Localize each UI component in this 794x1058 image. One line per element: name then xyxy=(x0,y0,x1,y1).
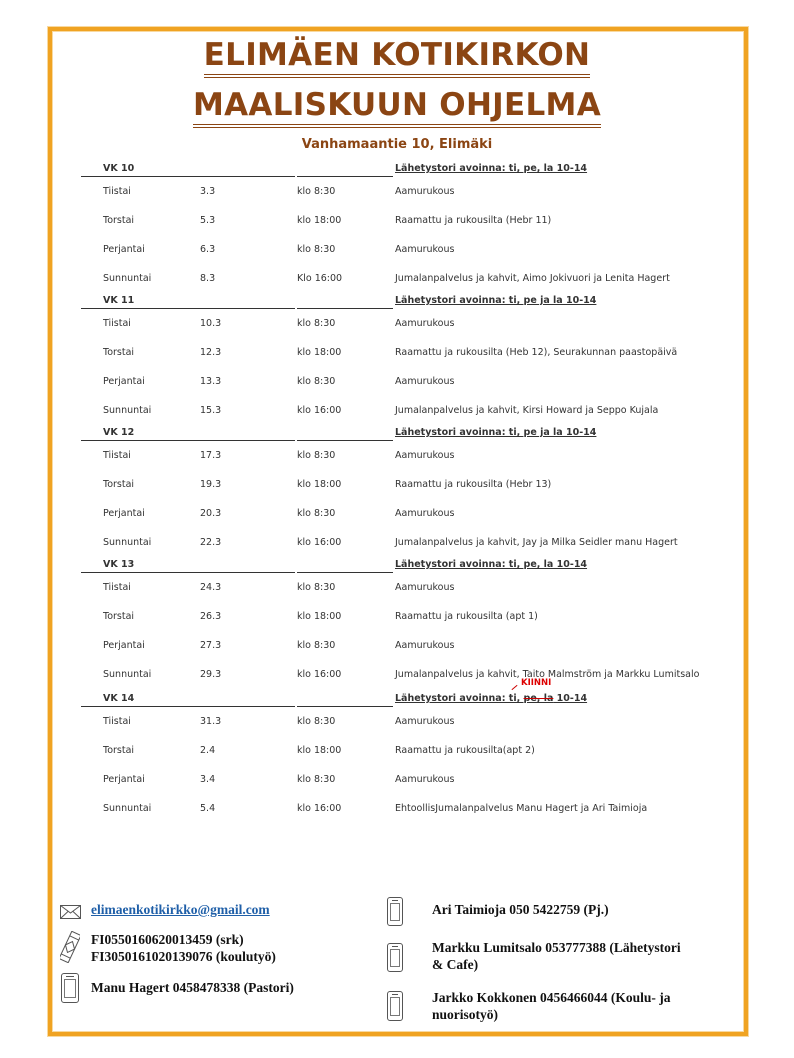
row-day: Torstai xyxy=(103,479,135,490)
week-label: VK 12 xyxy=(103,427,135,438)
row-time: klo 8:30 xyxy=(297,450,336,461)
row-date: 17.3 xyxy=(200,450,222,461)
schedule-row xyxy=(81,234,741,263)
week-label: VK 11 xyxy=(103,295,135,306)
row-date: 6.3 xyxy=(200,244,216,255)
row-date: 15.3 xyxy=(200,405,222,416)
schedule-row xyxy=(81,440,741,469)
row-day: Tiistai xyxy=(103,186,131,197)
closed-annotation: KIINNI xyxy=(521,678,552,688)
row-date: 29.3 xyxy=(200,669,222,680)
schedule xyxy=(81,160,741,822)
schedule-row xyxy=(81,337,741,366)
row-day: Sunnuntai xyxy=(103,537,152,548)
week-section xyxy=(81,556,741,688)
row-date: 20.3 xyxy=(200,508,222,519)
row-time: klo 8:30 xyxy=(297,244,336,255)
row-time: klo 8:30 xyxy=(297,582,336,593)
row-date: 5.3 xyxy=(200,215,216,226)
row-date: 2.4 xyxy=(200,745,216,756)
mission-phone-line-1: Markku Lumitsalo 053777388 (Lähetystori xyxy=(432,940,681,955)
row-event: Aamurukous xyxy=(395,450,455,461)
shop-hours-note: Lähetystori avoinna: ti, pe, la 10-14 xyxy=(395,559,588,570)
week-header xyxy=(81,424,741,440)
row-event: Raamattu ja rukousilta (Hebr 11) xyxy=(395,215,552,226)
schedule-row xyxy=(81,527,741,556)
envelope-icon xyxy=(60,905,81,919)
row-time: klo 8:30 xyxy=(297,774,336,785)
mobile-phone-icon xyxy=(61,973,79,1003)
shop-hours-note-struck: pe, la xyxy=(523,693,554,704)
schedule-row xyxy=(81,764,741,793)
row-event: Aamurukous xyxy=(395,244,455,255)
row-time: klo 18:00 xyxy=(297,745,342,756)
schedule-row xyxy=(81,793,741,822)
row-time: Klo 16:00 xyxy=(297,273,343,284)
row-day: Perjantai xyxy=(103,640,145,651)
row-time: klo 8:30 xyxy=(297,640,336,651)
page-title-line-1 xyxy=(0,37,794,78)
row-time: klo 8:30 xyxy=(297,508,336,519)
row-date: 27.3 xyxy=(200,640,222,651)
week-header xyxy=(81,556,741,572)
shop-hours-note-suffix: 10-14 xyxy=(553,693,588,704)
schedule-row xyxy=(81,308,741,337)
address: Vanhamaantie 10, Elimäki xyxy=(301,137,493,152)
pastor-phone: Manu Hagert 0458478338 (Pastori) xyxy=(91,980,294,995)
row-day: Tiistai xyxy=(103,318,131,329)
row-time: klo 8:30 xyxy=(297,318,336,329)
row-day: Tiistai xyxy=(103,716,131,727)
row-event: Raamattu ja rukousilta (Hebr 13) xyxy=(395,479,552,490)
row-day: Sunnuntai xyxy=(103,669,152,680)
schedule-row xyxy=(81,572,741,601)
schedule-row xyxy=(81,395,741,424)
row-date: 5.4 xyxy=(200,803,216,814)
row-event: Aamurukous xyxy=(395,186,455,197)
row-event: Jumalanpalvelus ja kahvit, Aimo Jokivuori ja Lenita Hagert xyxy=(395,273,670,284)
week-header xyxy=(81,160,741,176)
row-event: Aamurukous xyxy=(395,640,455,651)
row-time: klo 16:00 xyxy=(297,803,342,814)
youth-phone-line-1: Jarkko Kokkonen 0456466044 (Koulu- ja xyxy=(432,990,671,1005)
row-day: Torstai xyxy=(103,745,135,756)
row-day: Perjantai xyxy=(103,376,145,387)
row-time: klo 18:00 xyxy=(297,479,342,490)
iban-srk: FI0550160620013459 (srk) xyxy=(91,932,244,947)
week-section xyxy=(81,678,741,822)
row-time: klo 8:30 xyxy=(297,186,336,197)
row-time: klo 18:00 xyxy=(297,611,342,622)
week-annotation-line xyxy=(81,678,741,690)
row-event: Raamattu ja rukousilta (Heb 12), Seurakunnan paastopäivä xyxy=(395,347,678,358)
schedule-row xyxy=(81,601,741,630)
row-time: klo 18:00 xyxy=(297,215,342,226)
row-event: Aamurukous xyxy=(395,318,455,329)
row-time: klo 16:00 xyxy=(297,669,342,680)
row-day: Torstai xyxy=(103,215,135,226)
email-link[interactable]: elimaenkotikirkko@gmail.com xyxy=(91,902,270,917)
row-date: 8.3 xyxy=(200,273,216,284)
row-date: 10.3 xyxy=(200,318,222,329)
row-event: Aamurukous xyxy=(395,376,455,387)
schedule-row xyxy=(81,176,741,205)
schedule-row xyxy=(81,706,741,735)
schedule-row xyxy=(81,630,741,659)
week-header xyxy=(81,690,741,706)
divider xyxy=(297,556,393,573)
divider xyxy=(297,690,393,707)
mission-phone-line-2: & Cafe) xyxy=(432,957,479,972)
row-date: 19.3 xyxy=(200,479,222,490)
shop-hours-note: Lähetystori avoinna: ti, pe ja la 10-14 xyxy=(395,427,597,438)
page-title-line-2 xyxy=(0,87,794,128)
row-event: Jumalanpalvelus ja kahvit, Jay ja Milka Seidler manu Hagert xyxy=(395,537,678,548)
week-label: VK 13 xyxy=(103,559,135,570)
row-day: Perjantai xyxy=(103,244,145,255)
row-day: Tiistai xyxy=(103,582,131,593)
row-day: Sunnuntai xyxy=(103,273,152,284)
row-event: Raamattu ja rukousilta(apt 2) xyxy=(395,745,535,756)
row-event: EhtoollisJumalanpalvelus Manu Hagert ja Ari Taimioja xyxy=(395,803,648,814)
shop-hours-note xyxy=(395,693,587,705)
schedule-row xyxy=(81,498,741,527)
row-day: Perjantai xyxy=(103,508,145,519)
week-label: VK 14 xyxy=(103,693,135,704)
row-date: 3.3 xyxy=(200,186,216,197)
row-event: Aamurukous xyxy=(395,508,455,519)
row-day: Sunnuntai xyxy=(103,803,152,814)
row-date: 26.3 xyxy=(200,611,222,622)
row-time: klo 8:30 xyxy=(297,716,336,727)
schedule-row xyxy=(81,263,741,292)
week-section xyxy=(81,160,741,292)
schedule-row xyxy=(81,205,741,234)
row-date: 24.3 xyxy=(200,582,222,593)
shop-hours-note-prefix: Lähetystori avoinna: ti, xyxy=(395,693,524,704)
row-date: 31.3 xyxy=(200,716,222,727)
schedule-row xyxy=(81,469,741,498)
mobile-phone-icon xyxy=(387,897,403,926)
row-day: Tiistai xyxy=(103,450,131,461)
row-day: Sunnuntai xyxy=(103,405,152,416)
week-header xyxy=(81,292,741,308)
shop-hours-note: Lähetystori avoinna: ti, pe, la 10-14 xyxy=(395,163,588,174)
divider xyxy=(297,424,393,441)
mobile-phone-icon xyxy=(387,943,403,972)
page-title-line-2-text: MAALISKUUN OHJELMA xyxy=(193,87,601,128)
iban-koulutyo: FI3050161020139076 (koulutyö) xyxy=(91,949,276,964)
week-section xyxy=(81,292,741,424)
row-date: 12.3 xyxy=(200,347,222,358)
week-label: VK 10 xyxy=(103,163,135,174)
row-event: Aamurukous xyxy=(395,716,455,727)
row-date: 22.3 xyxy=(200,537,222,548)
row-event: Aamurukous xyxy=(395,774,455,785)
page-title-line-1-text: ELIMÄEN KOTIKIRKON xyxy=(204,37,591,78)
chair-phone: Ari Taimioja 050 5422759 (Pj.) xyxy=(432,902,609,917)
divider xyxy=(297,292,393,309)
schedule-row xyxy=(81,735,741,764)
row-day: Torstai xyxy=(103,611,135,622)
row-event: Raamattu ja rukousilta (apt 1) xyxy=(395,611,538,622)
banknote-icon xyxy=(60,931,80,963)
row-time: klo 16:00 xyxy=(297,405,342,416)
row-day: Torstai xyxy=(103,347,135,358)
mobile-phone-icon xyxy=(387,991,403,1021)
row-time: klo 18:00 xyxy=(297,347,342,358)
row-event: Aamurukous xyxy=(395,582,455,593)
row-time: klo 8:30 xyxy=(297,376,336,387)
row-event: Jumalanpalvelus ja kahvit, Taito Malmström ja Markku Lumitsalo xyxy=(395,669,700,680)
shop-hours-note: Lähetystori avoinna: ti, pe ja la 10-14 xyxy=(395,295,597,306)
week-section xyxy=(81,424,741,556)
schedule-row xyxy=(81,366,741,395)
row-time: klo 16:00 xyxy=(297,537,342,548)
row-event: Jumalanpalvelus ja kahvit, Kirsi Howard ja Seppo Kujala xyxy=(395,405,659,416)
divider xyxy=(297,160,393,177)
youth-phone-line-2: nuorisotyö) xyxy=(432,1007,499,1022)
row-day: Perjantai xyxy=(103,774,145,785)
row-date: 3.4 xyxy=(200,774,216,785)
row-date: 13.3 xyxy=(200,376,222,387)
